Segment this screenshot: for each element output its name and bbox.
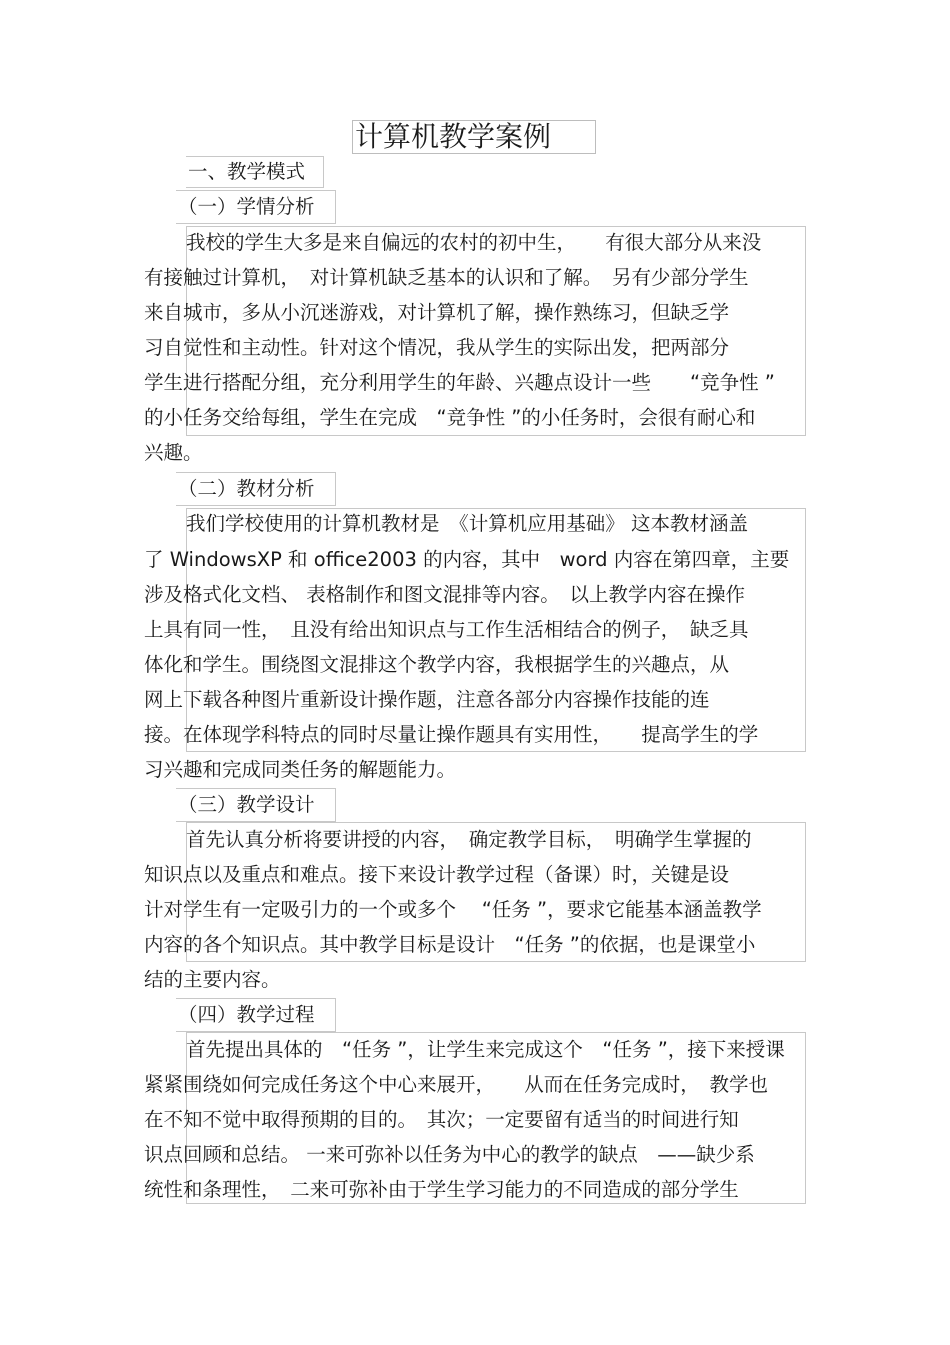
- paragraph-line: 紧紧围绕如何完成任务这个中心来展开， 从而在任务完成时， 教学也: [144, 1073, 769, 1096]
- paragraph-line: 的小任务交给每组，学生在完成 “竞争性 ”的小任务时，会很有耐心和: [144, 406, 756, 429]
- paragraph-line: 上具有同一性， 且没有给出知识点与工作生活相结合的例子， 缺乏具: [144, 618, 749, 641]
- paragraph-line: 有接触过计算机， 对计算机缺乏基本的认识和了解。 另有少部分学生: [144, 266, 749, 289]
- paragraph-line: 习自觉性和主动性。针对这个情况，我从学生的实际出发，把两部分: [144, 336, 730, 359]
- paragraph-line: 兴趣。: [144, 441, 203, 464]
- paragraph-line: 习兴趣和完成同类任务的解题能力。: [144, 758, 457, 781]
- paragraph-line: 来自城市，多从小沉迷游戏，对计算机了解，操作熟练习，但缺乏学: [144, 301, 730, 324]
- section-heading: （一）学情分析: [178, 195, 315, 218]
- paragraph-line: 结的主要内容。: [144, 968, 281, 991]
- paragraph-line: 接。在体现学科特点的同时尽量让操作题具有实用性， 提高学生的学: [144, 723, 759, 746]
- section-heading: （二）教材分析: [178, 477, 315, 500]
- paragraph-line: 涉及格式化文档、 表格制作和图文混排等内容。 以上教学内容在操作: [144, 583, 745, 606]
- paragraph-line: 识点回顾和总结。 一来可弥补以任务为中心的教学的缺点 ——缺少系: [144, 1143, 755, 1166]
- paragraph-line: 首先提出具体的 “任务 ”，让学生来完成这个 “任务 ”，接下来授课: [186, 1038, 785, 1061]
- section-heading: （三）教学设计: [178, 793, 315, 816]
- paragraph-line: 我们学校使用的计算机教材是 《计算机应用基础》 这本教材涵盖: [186, 512, 748, 535]
- paragraph-line: 网上下载各种图片重新设计操作题，注意各部分内容操作技能的连: [144, 688, 710, 711]
- paragraph-line: 了 WindowsXP 和 office2003 的内容，其中 word 内容在第四章，主要: [144, 548, 790, 571]
- paragraph-line: 在不知不觉中取得预期的目的。 其次；一定要留有适当的时间进行知: [144, 1108, 739, 1131]
- paragraph-line: 内容的各个知识点。其中教学目标是设计 “任务 ”的依据，也是课堂小: [144, 933, 756, 956]
- paragraph-line: 统性和条理性， 二来可弥补由于学生学习能力的不同造成的部分学生: [144, 1178, 739, 1201]
- document-title: 计算机教学案例: [352, 120, 596, 154]
- paragraph-line: 我校的学生大多是来自偏远的农村的初中生， 有很大部分从来没: [186, 231, 762, 254]
- section-heading: （四）教学过程: [178, 1003, 315, 1026]
- paragraph-line: 体化和学生。围绕图文混排这个教学内容，我根据学生的兴趣点，从: [144, 653, 730, 676]
- section-heading: 一、教学模式: [188, 160, 306, 183]
- paragraph-line: 首先认真分析将要讲授的内容， 确定教学目标， 明确学生掌握的: [186, 828, 752, 851]
- paragraph-line: 知识点以及重点和难点。接下来设计教学过程（备课）时，关键是设: [144, 863, 730, 886]
- paragraph-line: 计对学生有一定吸引力的一个或多个 “任务 ”，要求它能基本涵盖教学: [144, 898, 762, 921]
- paragraph-line: 学生进行搭配分组，充分利用学生的年龄、兴趣点设计一些 “竞争性 ”: [144, 371, 775, 394]
